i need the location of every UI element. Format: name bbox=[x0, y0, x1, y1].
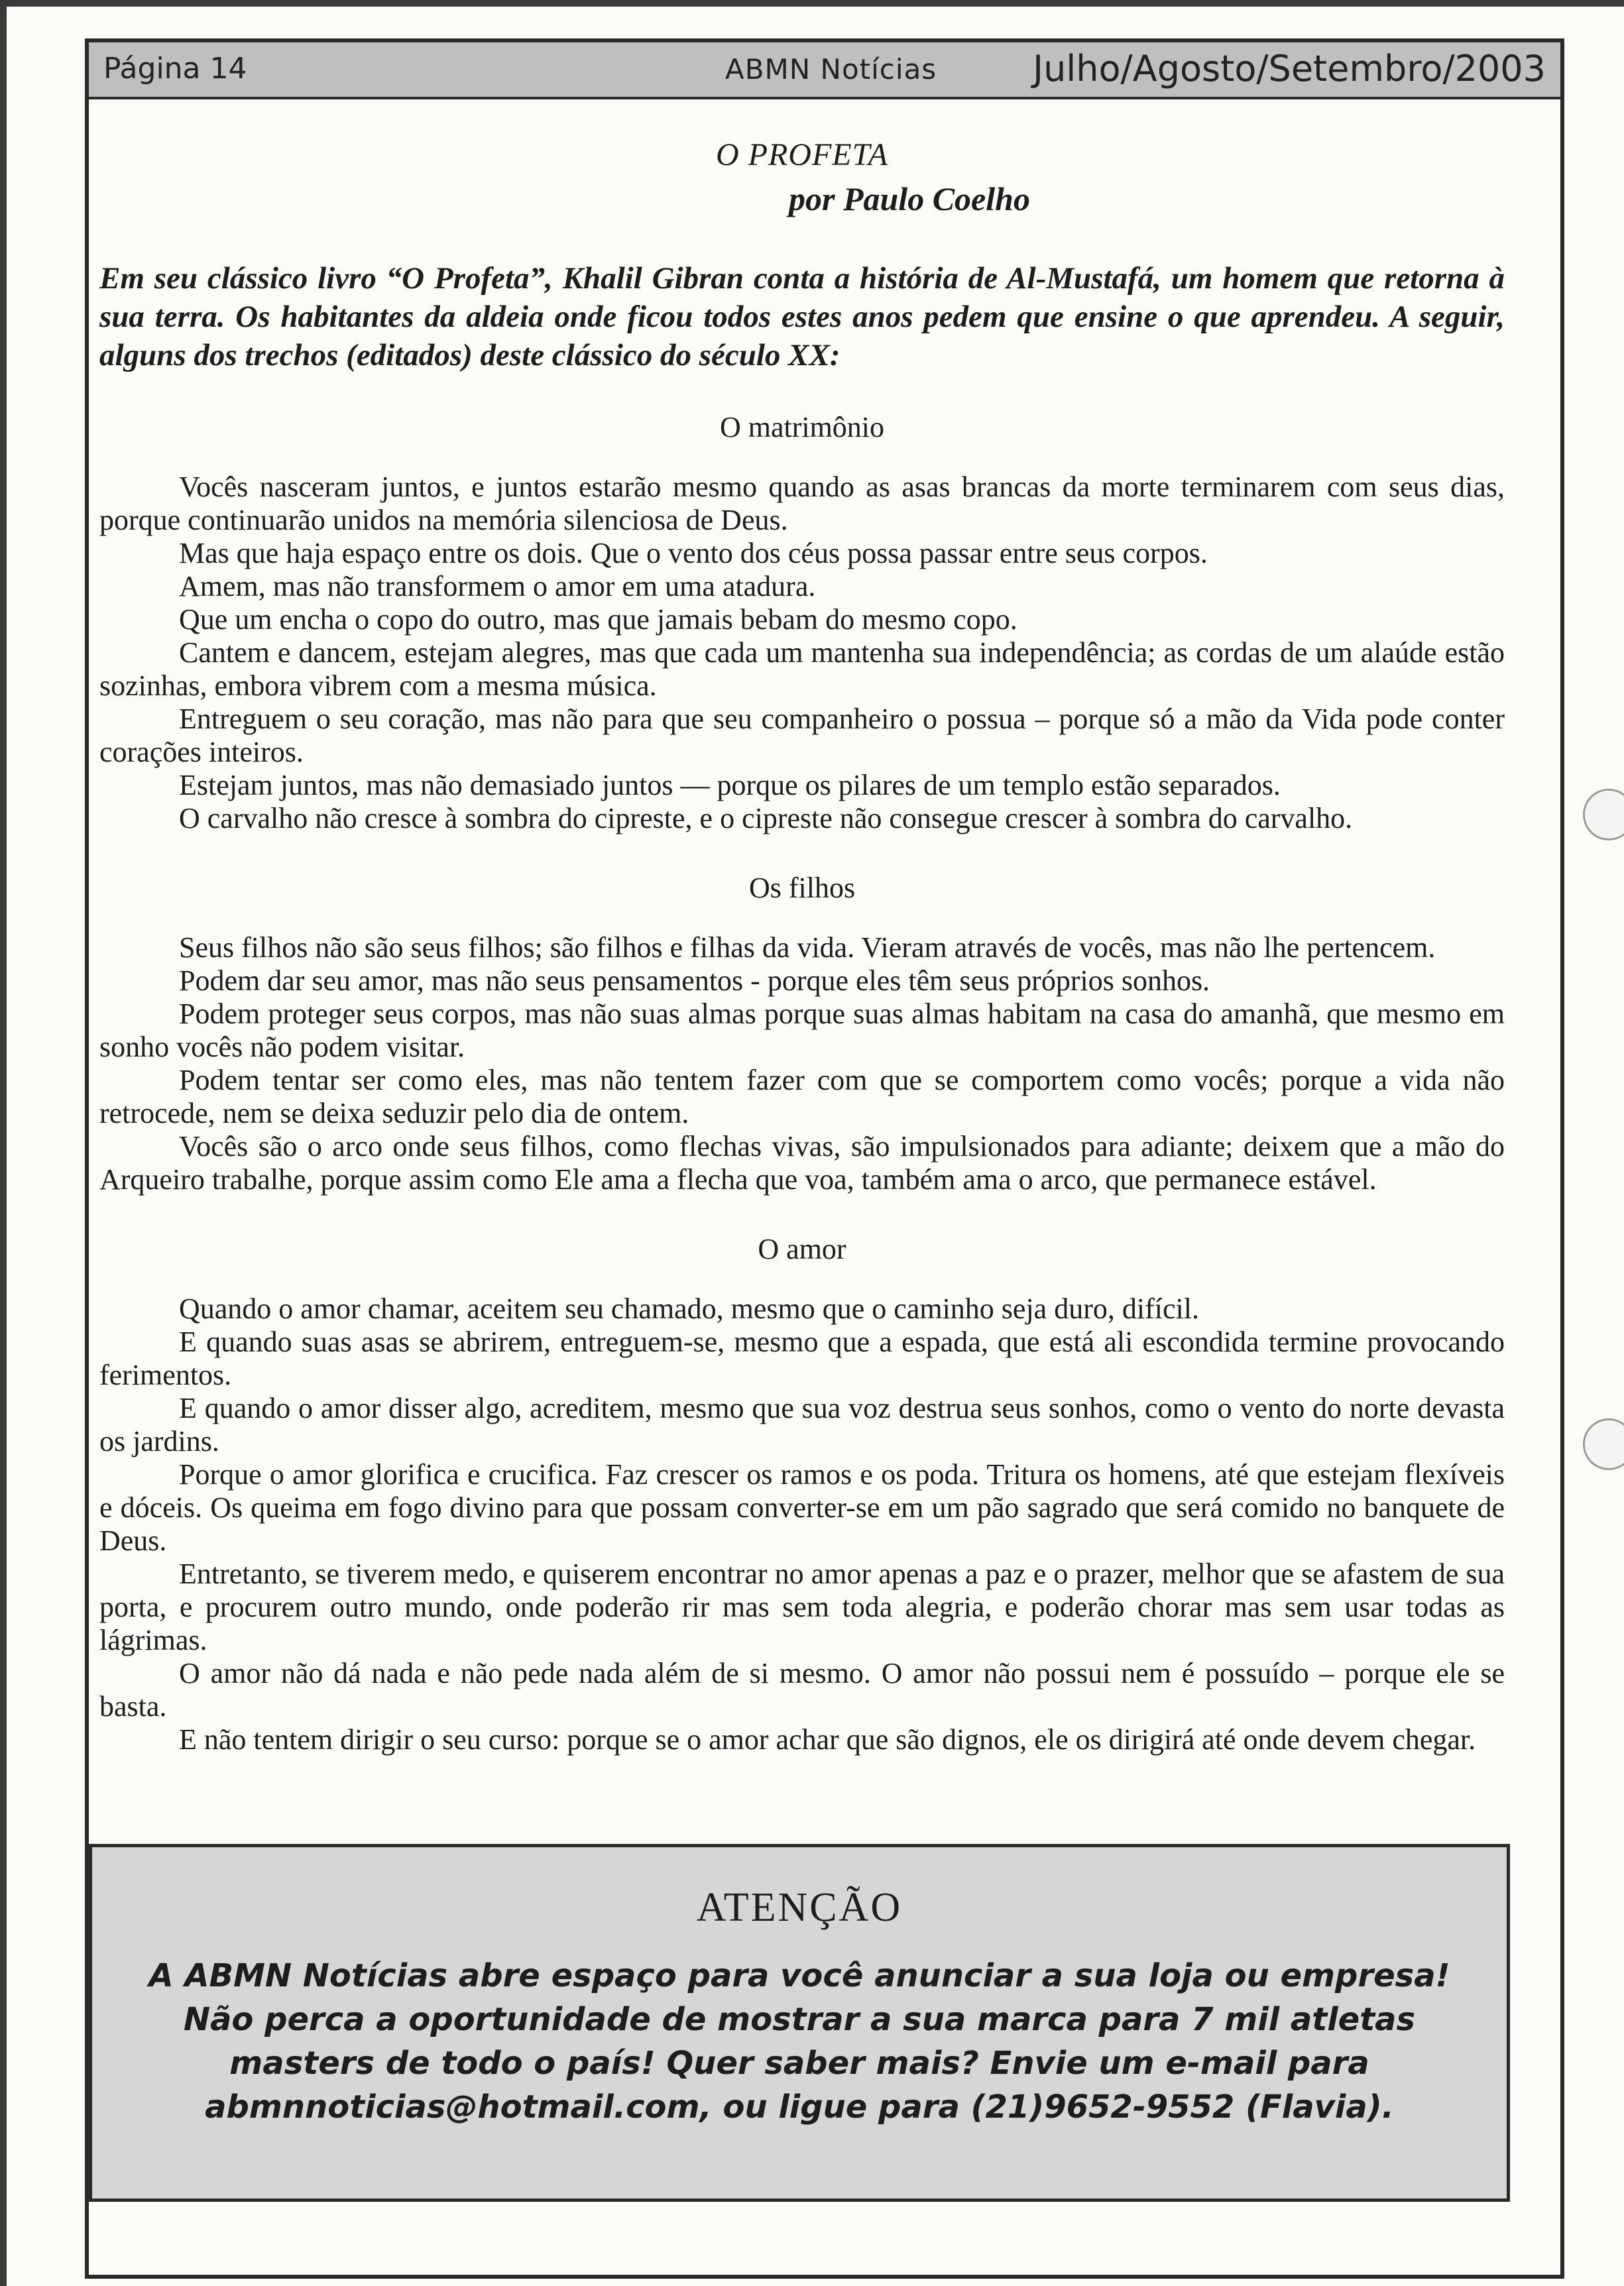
punch-hole bbox=[1583, 1418, 1624, 1470]
notice-text: A ABMN Notícias abre espaço para você anunciar a sua loja ou empresa! Não perca a oportunidade de mostrar a sua marca para 7 mil atletas masters de todo o país! Quer saber mais? Envie um e-mail para abmnnoticias@hotmail.com, ou ligue para (21)9652-9552 (Flavia). bbox=[148, 1957, 1450, 2126]
paragraph: Podem tentar ser como eles, mas não tentem fazer com que se comportem como vocês; porque a vida não retrocede, nem se deixa seduzir pelo dia de ontem. bbox=[99, 1064, 1505, 1129]
section-filhos bbox=[99, 871, 1505, 1196]
paragraph: Vocês são o arco onde seus filhos, como flechas vivas, são impulsionados para adiante; deixem que a mão do Arqueiro trabalhe, porque assim como Ele ama a flecha que voa, também ama o arco, que permanece estável. bbox=[99, 1130, 1505, 1196]
paragraph: Podem dar seu amor, mas não seus pensamentos - porque eles têm seus próprios sonhos. bbox=[179, 964, 1210, 997]
punch-hole bbox=[1583, 789, 1624, 840]
section-matrimonio bbox=[99, 410, 1505, 835]
paragraph: Cantem e dancem, estejam alegres, mas que cada um mantenha sua independência; as cordas de um alaúde estão sozinhas, embora vibrem com a mesma música. bbox=[99, 636, 1505, 702]
paragraph: O amor não dá nada e não pede nada além de si mesmo. O amor não possui nem é possuído – porque ele se basta. bbox=[99, 1657, 1505, 1723]
section-title: Os filhos bbox=[748, 872, 856, 904]
paragraph: E não tentem dirigir o seu curso: porque se o amor achar que são dignos, ele os dirigirá até onde devem chegar. bbox=[179, 1723, 1476, 1756]
section-title: O matrimônio bbox=[719, 411, 885, 443]
article-intro: Em seu clássico livro “O Profeta”, Khalil Gibran conta a história de Al-Mustafá, um homem que retorna à sua terra. Os habitantes da aldeia onde ficou todos estes anos pedem que ensine o que aprendeu. A seguir, alguns dos trechos (editados) deste clássico do século XX: bbox=[99, 261, 1505, 372]
paragraph: Mas que haja espaço entre os dois. Que o vento dos céus possa passar entre seus corpos. bbox=[179, 537, 1208, 569]
paragraph: O carvalho não cresce à sombra do cipreste, e o cipreste não consegue crescer à sombra do carvalho. bbox=[179, 802, 1353, 834]
paragraph: Porque o amor glorifica e crucifica. Faz crescer os ramos e os poda. Tritura os homens, até que estejam flexíveis e dóceis. Os queima em fogo divino para que possam converter-se em um pão sagrado que será comido no banquete de Deus. bbox=[99, 1458, 1505, 1557]
notice-title: ATENÇÃO bbox=[696, 1885, 903, 1930]
paragraph: Amem, mas não transformem o amor em uma atadura. bbox=[179, 570, 816, 602]
page-number: Página 14 bbox=[103, 52, 247, 86]
paragraph: Seus filhos não são seus filhos; são filhos e filhas da vida. Vieram através de vocês, mas não lhe pertencem. bbox=[179, 931, 1436, 964]
section-amor bbox=[99, 1232, 1505, 1756]
section-title: O amor bbox=[758, 1233, 846, 1265]
article-title: O PROFETA bbox=[715, 137, 889, 172]
article-author: por Paulo Coelho bbox=[789, 180, 1030, 217]
issue-date: Julho/Agosto/Setembro/2003 bbox=[1033, 48, 1546, 89]
paragraph: Entreguem o seu coração, mas não para que seu companheiro o possua – porque só a mão da Vida pode conter corações inteiros. bbox=[99, 703, 1505, 768]
paragraph: Estejam juntos, mas não demasiado juntos — porque os pilares de um templo estão separados. bbox=[179, 769, 1281, 801]
paragraph: Quando o amor chamar, aceitem seu chamado, mesmo que o caminho seja duro, difícil. bbox=[179, 1292, 1199, 1325]
article bbox=[99, 137, 1505, 1756]
paragraph: Que um encha o copo do outro, mas que jamais bebam do mesmo copo. bbox=[179, 603, 1017, 636]
paragraph: Entretanto, se tiverem medo, e quiserem encontrar no amor apenas a paz e o prazer, melhor que se afastem de sua porta, e procurem outro mundo, onde poderão rir mas sem toda alegria, e poderão chorar mas sem usar todas as lágrimas. bbox=[99, 1558, 1505, 1656]
paragraph: Vocês nasceram juntos, e juntos estarão mesmo quando as asas brancas da morte terminarem com seus dias, porque continuarão unidos na memória silenciosa de Deus. bbox=[99, 471, 1505, 536]
publication-name: ABMN Notícias bbox=[725, 53, 937, 86]
notice-box bbox=[89, 1844, 1510, 2202]
page-header bbox=[89, 42, 1560, 99]
paragraph: E quando suas asas se abrirem, entreguem-se, mesmo que a espada, que está ali escondida termine provocando ferimentos. bbox=[99, 1326, 1505, 1391]
paragraph: E quando o amor disser algo, acreditem, mesmo que sua voz destrua seus sonhos, como o vento do norte devasta os jardins. bbox=[99, 1392, 1505, 1457]
paragraph: Podem proteger seus corpos, mas não suas almas porque suas almas habitam na casa do amanhã, que mesmo em sonho vocês não podem visitar. bbox=[99, 998, 1505, 1063]
